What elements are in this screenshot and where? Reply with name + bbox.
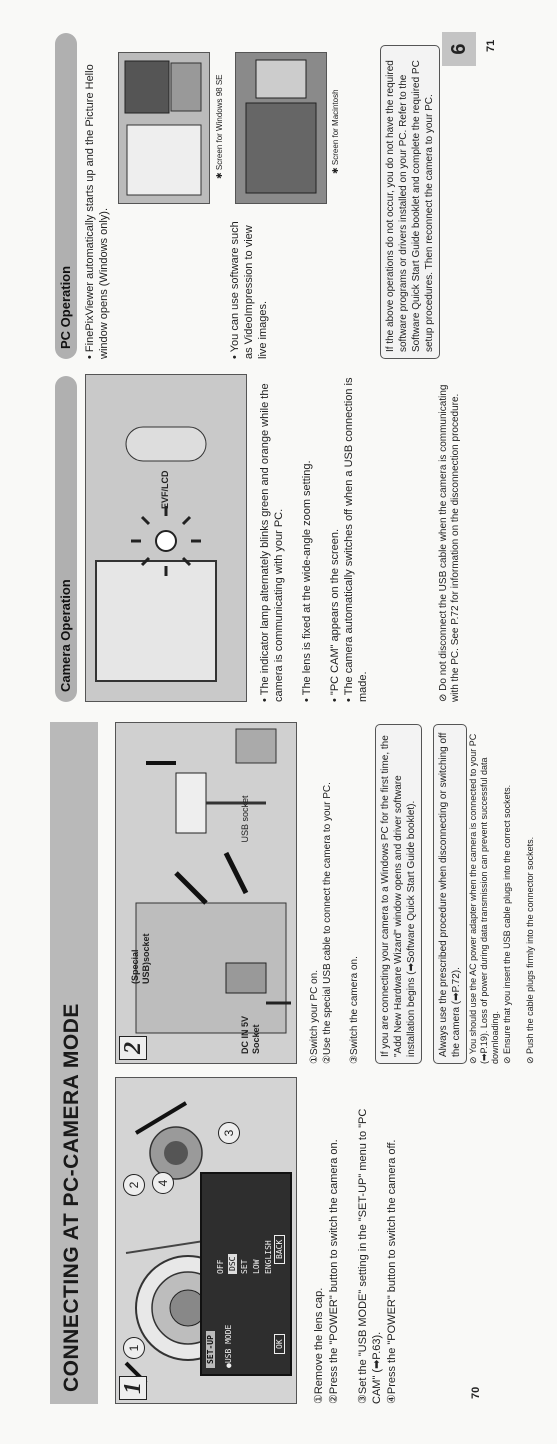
step1-instruction-4: ④Press the "POWER" button to switch the camera off. [386,1139,398,1404]
step2-instruction-2: ②Use the special USB cable to connect the camera to your PC. [322,782,333,1064]
step1-instruction-3: ③Set the "USB MODE" setting in the "SET-UP" menu to "PC CAM" (➡P.63). [357,1108,383,1404]
lcd-english: ENGLISH [264,1240,273,1274]
caution-icon: ⊘ [438,690,449,702]
setup-menu-lcd [200,1172,292,1376]
camera-operation-heading: Camera Operation [55,376,77,702]
step2-illustration [115,722,297,1064]
software-bullet: • You can use software such as VideoImpression to view live images. [229,221,269,359]
usb-connection-drawing [116,723,296,1063]
label-special-usb-socket: (Special USB)socket [130,933,151,984]
pc-op-bullet: • FinePixViewer automatically starts up and the Picture Hello window opens (Windows only). [84,64,110,359]
caution-icon: ⊘ [502,1053,512,1064]
windows-first-connect-note: If you are connecting your camera to a Windows PC for the first time, the "Add New Hardware Wizard" window opens and driver software installation begins (➡Software Quick Start Guide booklet). [375,724,422,1064]
page-number-left: 70 [470,1386,482,1399]
caution-push-firmly: ⊘ Push the cable plugs firmly into the connector sockets. [525,836,535,1064]
lcd-back: BACK [274,1235,285,1264]
camera-op-bullet-4: • The camera automatically switches off when a USB connection is made. [343,377,369,702]
caution-correct-sockets: ⊘ Ensure that you insert the USB cable plugs into the correct sockets. [502,784,512,1064]
caution-icon: ⊘ [525,1053,535,1064]
lcd-ok: OK [274,1334,285,1354]
windows-screenshot [118,52,210,204]
camera-indicator-illustration [85,374,247,702]
step1-instruction-2: ②Press the "POWER" button to switch the camera on. [328,1139,340,1404]
macintosh-screenshot [235,52,327,204]
pc-operation-heading: PC Operation [55,33,77,359]
macintosh-window-drawing [236,53,326,203]
lcd-set: SET [240,1259,249,1274]
callout-circle-1: 1 [123,1337,145,1359]
indicator-lamp-drawing [86,375,246,701]
lcd-pc-cam: DSC [228,1254,237,1274]
label-dc-in-socket: DC IN 5V Socket [240,1015,261,1054]
callout-circle-4: 4 [152,1172,174,1194]
page-title: CONNECTING AT PC-CAMERA MODE [60,1003,83,1392]
lcd-usb-mode: ●USB MODE [224,1324,233,1368]
page-number-right: 71 [485,39,497,52]
camera-op-bullet-3: • "PC CAM" appears on the screen. [329,528,341,702]
finepixviewer-window-drawing [119,53,209,203]
chapter-tab: 6 [442,32,476,66]
step1-number: 1 [119,1376,147,1400]
callout-circle-2: 2 [123,1174,145,1196]
camera-op-bullet-1: • The indicator lamp alternately blinks green and orange while the camera is communicating with your PC. [259,383,285,702]
camera-op-bullet-2: • The lens is fixed at the wide-angle zoom setting. [301,460,313,702]
label-usb-socket: USB socket [240,795,250,843]
step2-instruction-1: ①Switch your PC on. [309,970,320,1064]
step2-number: 2 [119,1036,147,1060]
lcd-off: OFF [216,1259,225,1274]
lcd-title: SET-UP [206,1331,215,1368]
caption-windows: ✱ Screen for Windows 98 SE [215,74,224,179]
disconnect-procedure-note: Always use the prescribed procedure when disconnecting or switching off the camera (➡P.72). [433,724,467,1064]
camera-op-caution: ⊘ Do not disconnect the USB cable when the camera is communicating with the PC. See P.72 for information on the disconnection procedure. [438,384,461,702]
caution-icon: ⊘ [468,1054,478,1064]
caption-macintosh: ✱ Screen for Macintosh [331,89,340,174]
evf-lcd-label: EVF/LCD [160,470,170,509]
step2-instruction-3: ③Switch the camera on. [349,956,360,1064]
step1-instruction-1: ①Remove the lens cap. [313,1287,325,1404]
callout-circle-3: 3 [218,1122,240,1144]
lcd-low: LOW [252,1259,261,1274]
pc-setup-warning: If the above operations do not occur, you do not have the required software programs or drivers installed on your PC. Refer to the Software Quick Start Guide booklet and complete the required PC setup procedures. Then reconnect the camera to your PC. [380,45,440,359]
caution-ac-adapter: ⊘ You should use the AC power adapter when the camera is connected to your PC (➡P.19). Loss of power during data transmission can prevent successful data downloading. [468,733,500,1064]
